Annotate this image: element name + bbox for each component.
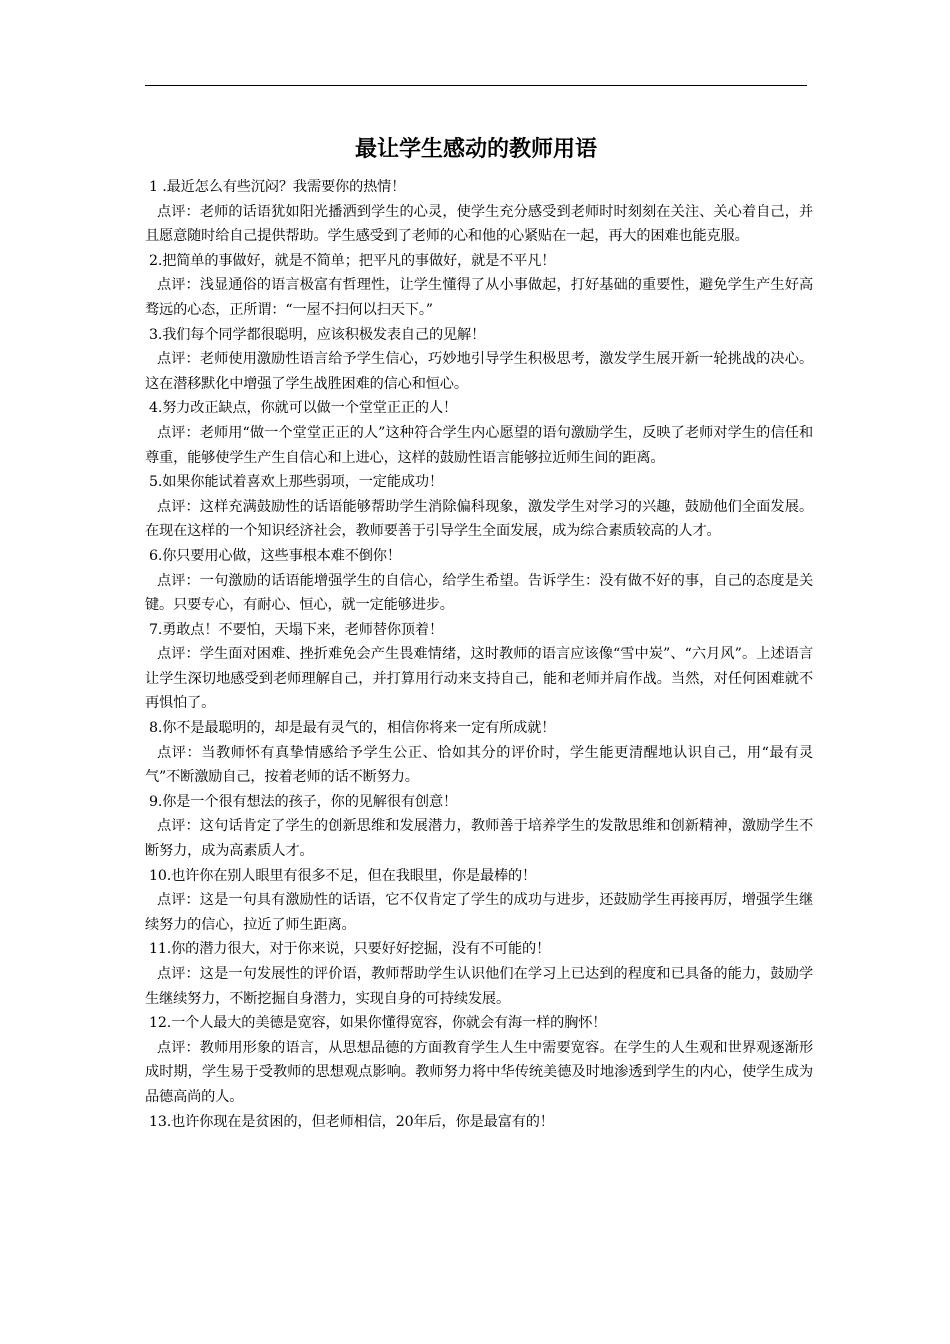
item-13-quote: 13.也许你现在是贫困的，但老师相信，20年后，你是最富有的！ [149, 1113, 554, 1130]
item-1-comment: 点评：老师的话语犹如阳光播洒到学生的心灵，使学生充分感受到老师时时刻刻在关注、关心着自己，并且愿意随时给自己提供帮助。学生感受到了老师的心和他的心紧贴在一起，再大的困难也能克服。 [145, 203, 813, 245]
item-4-comment: 点评：老师用“做一个堂堂正正的人”这种符合学生内心愿望的语句激励学生，反映了老师对学生的信任和尊重，能够使学生产生自信心和上进心，这样的鼓励性语言能够拉近师生间的距离。 [145, 424, 813, 466]
item-2-quote: 2.把简单的事做好，就是不简单；把平凡的事做好，就是不平凡！ [149, 252, 556, 269]
item-11-quote: 11.你的潜力很大，对于你来说，只要好好挖掘，没有不可能的！ [149, 941, 551, 958]
item-8-comment: 点评：当教师怀有真挚情感给予学生公正、恰如其分的评价时，学生能更清醒地认识自己，用“最有灵气”不断激励自己，按着老师的话不断努力。 [145, 744, 813, 786]
item-2-comment: 点评：浅显通俗的语言极富有哲理性，让学生懂得了从小事做起，打好基础的重要性，避免学生产生好高骛远的心态，正所谓：“一屋不扫何以扫天下。” [145, 277, 813, 318]
item-9-quote: 9.你是一个很有想法的孩子，你的见解很有创意！ [149, 793, 458, 810]
item-5-quote: 5.如果你能试着喜欢上那些弱项，一定能成功！ [149, 474, 443, 491]
item-12-quote: 12.一个人最大的美德是宽容，如果你懂得宽容，你就会有海一样的胸怀！ [149, 1015, 607, 1032]
item-3-comment: 点评：老师使用激励性语言给予学生信心，巧妙地引导学生积极思考，激发学生展开新一轮挑战的决心。这在潜移默化中增强了学生战胜困难的信心和恒心。 [145, 351, 813, 392]
header-rule [145, 85, 807, 86]
item-6-comment: 点评：一句激励的话语能增强学生的自信心，给学生希望。告诉学生：没有做不好的事，自己的态度是关键。只要专心，有耐心、恒心，就一定能够进步。 [145, 572, 813, 614]
item-4-quote: 4.努力改正缺点，你就可以做一个堂堂正正的人！ [149, 400, 458, 417]
item-3-quote: 3.我们每个同学都很聪明，应该积极发表自己的见解！ [149, 326, 486, 343]
item-1-quote: 1 .最近怎么有些沉闷？我需要你的热情！ [149, 179, 406, 195]
document-body [145, 175, 813, 1134]
item-7-quote: 7.勇敢点！不要怕，天塌下来，老师替你顶着！ [149, 621, 443, 638]
item-8-quote: 8.你不是最聪明的，却是最有灵气的，相信你将来一定有所成就！ [149, 720, 556, 737]
item-6-quote: 6.你只要用心做，这些事根本难不倒你！ [149, 547, 401, 564]
page-title: 最让学生感动的教师用语 [354, 136, 597, 162]
item-12-comment: 点评：教师用形象的语言，从思想品德的方面教育学生人生中需要宽容。在学生的人生观和世界观逐渐形成时期，学生易于受教师的思想观点影响。教师努力将中华传统美德及时地渗透到学生的内心，使学生成为品德高尚的人。 [145, 1039, 813, 1105]
item-7-comment: 点评：学生面对困难、挫折难免会产生畏难情绪，这时教师的语言应该像“雪中炭”、“六月风”。上述语言让学生深切地感受到老师理解自己，并打算用行动来支持自己，能和老师并肩作战。当然，对任何困难就不再惧怕了。 [145, 646, 813, 712]
item-10-comment: 点评：这是一句具有激励性的话语，它不仅肯定了学生的成功与进步，还鼓励学生再接再厉，增强学生继续努力的信心，拉近了师生距离。 [145, 892, 813, 933]
item-10-quote: 10.也许你在别人眼里有很多不足，但在我眼里，你是最棒的！ [149, 867, 537, 884]
item-9-comment: 点评：这句话肯定了学生的创新思维和发展潜力，教师善于培养学生的发散思维和创新精神，激励学生不断努力，成为高素质人才。 [145, 818, 813, 860]
item-11-comment: 点评：这是一句发展性的评价语，教师帮助学生认识他们在学习上已达到的程度和已具备的能力，鼓励学生继续努力，不断挖掘自身潜力，实现自身的可持续发展。 [145, 966, 813, 1007]
item-5-comment: 点评：这样充满鼓励性的话语能够帮助学生消除偏科现象，激发学生对学习的兴趣，鼓励他们全面发展。在现在这样的一个知识经济社会，教师要善于引导学生全面发展，成为综合素质较高的人才。 [145, 498, 813, 540]
